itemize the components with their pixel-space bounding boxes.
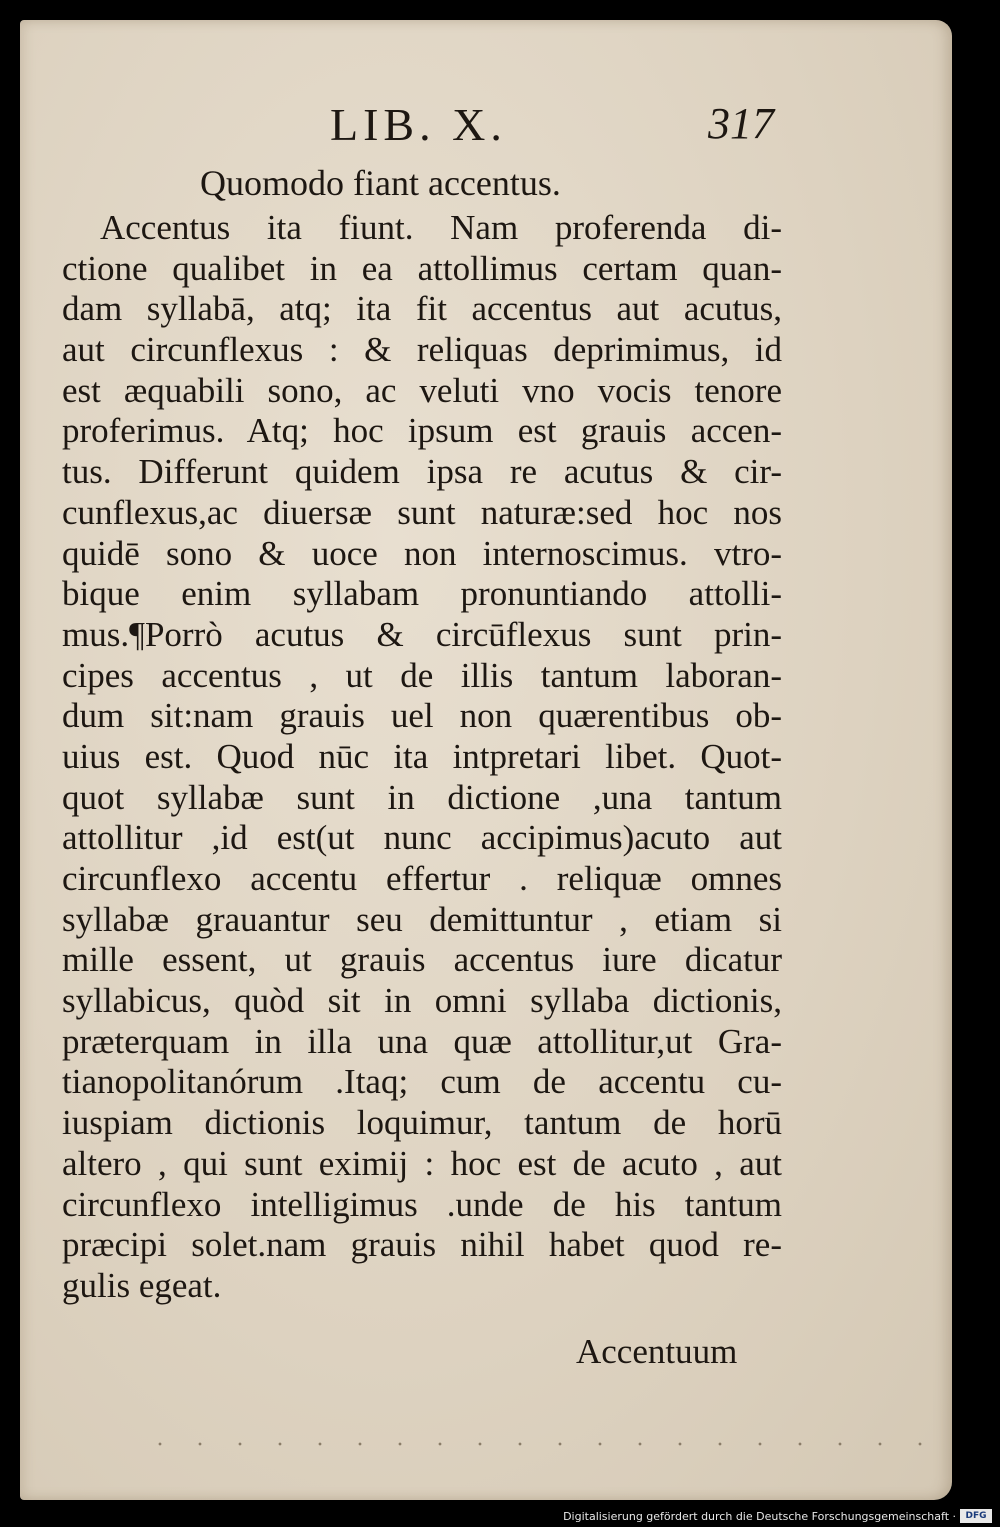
- text-line: quidē sono & uoce non internoscimus. vtro-: [62, 533, 782, 573]
- text-line: uius est. Quod nūc ita intpretari libet. Quot-: [62, 736, 782, 776]
- digitization-credit: Digitalisierung gefördert durch die Deutsche Forschungsgemeinschaft ·: [563, 1510, 956, 1523]
- text-line: est æquabili sono, ac veluti vno vocis tenore: [62, 370, 782, 410]
- text-line: quot syllabæ sunt in dictione ,una tantum: [62, 777, 782, 817]
- text-line: altero , qui sunt eximij : hoc est de acuto , aut: [62, 1143, 782, 1183]
- text-line: dam syllabā, atq; ita fit accentus aut acutus,: [62, 289, 782, 329]
- text-line: tianopolitanórum .Itaq; cum de accentu cu-: [62, 1062, 782, 1102]
- text-line: Accentus ita fiunt. Nam proferenda di-: [100, 208, 782, 247]
- dotted-margin-divider: [140, 1442, 940, 1446]
- text-line: tus. Differunt quidem ipsa re acutus & cir-: [62, 452, 782, 492]
- text-line: aut circunflexus : & reliquas deprimimus, id: [62, 330, 782, 370]
- text-line: iuspiam dictionis loquimur, tantum de horū: [62, 1103, 782, 1143]
- text-line: ctione qualibet in ea attollimus certam quan-: [62, 248, 782, 288]
- text-line: bique enim syllabam pronuntiando attolli-: [62, 574, 782, 614]
- text-line: cipes accentus , ut de illis tantum laboran-: [62, 655, 782, 695]
- page-header: [20, 98, 952, 158]
- running-title: LIB. X.: [330, 99, 507, 150]
- text-line: syllabicus, quòd sit in omni syllaba dictionis,: [62, 981, 782, 1021]
- text-line: proferimus. Atq; hoc ipsum est grauis accen-: [62, 411, 782, 451]
- text-line: circunflexo intelligimus .unde de his tantum: [62, 1184, 782, 1224]
- text-line: dum sit:nam grauis uel non quærentibus ob-: [62, 696, 782, 736]
- text-line: attollitur ,id est(ut nunc accipimus)acuto aut: [62, 818, 782, 858]
- text-line: circunflexo accentu effertur . reliquæ omnes: [62, 859, 782, 898]
- catchword: Accentuum: [576, 1332, 738, 1371]
- text-line: cunflexus,ac diuersæ sunt naturæ:sed hoc nos: [62, 492, 782, 532]
- text-line: præcipi solet.nam grauis nihil habet quod re-: [62, 1225, 782, 1265]
- page-number: 317: [708, 99, 774, 148]
- text-line: mille essent, ut grauis accentus iure dicatur: [62, 940, 782, 980]
- dfg-logo: DFG: [960, 1509, 992, 1523]
- body-text: [62, 208, 782, 1307]
- text-line: syllabæ grauantur seu demittuntur , etiam si: [62, 899, 782, 939]
- text-line: gulis egeat.: [62, 1265, 222, 1305]
- book-page: [20, 20, 952, 1500]
- text-line: mus.¶Porrò acutus & circūflexus sunt prin-: [62, 614, 782, 654]
- chapter-heading: Quomodo fiant accentus.: [200, 163, 561, 203]
- text-line: præterquam in illa una quæ attollitur,ut Gra-: [62, 1021, 782, 1061]
